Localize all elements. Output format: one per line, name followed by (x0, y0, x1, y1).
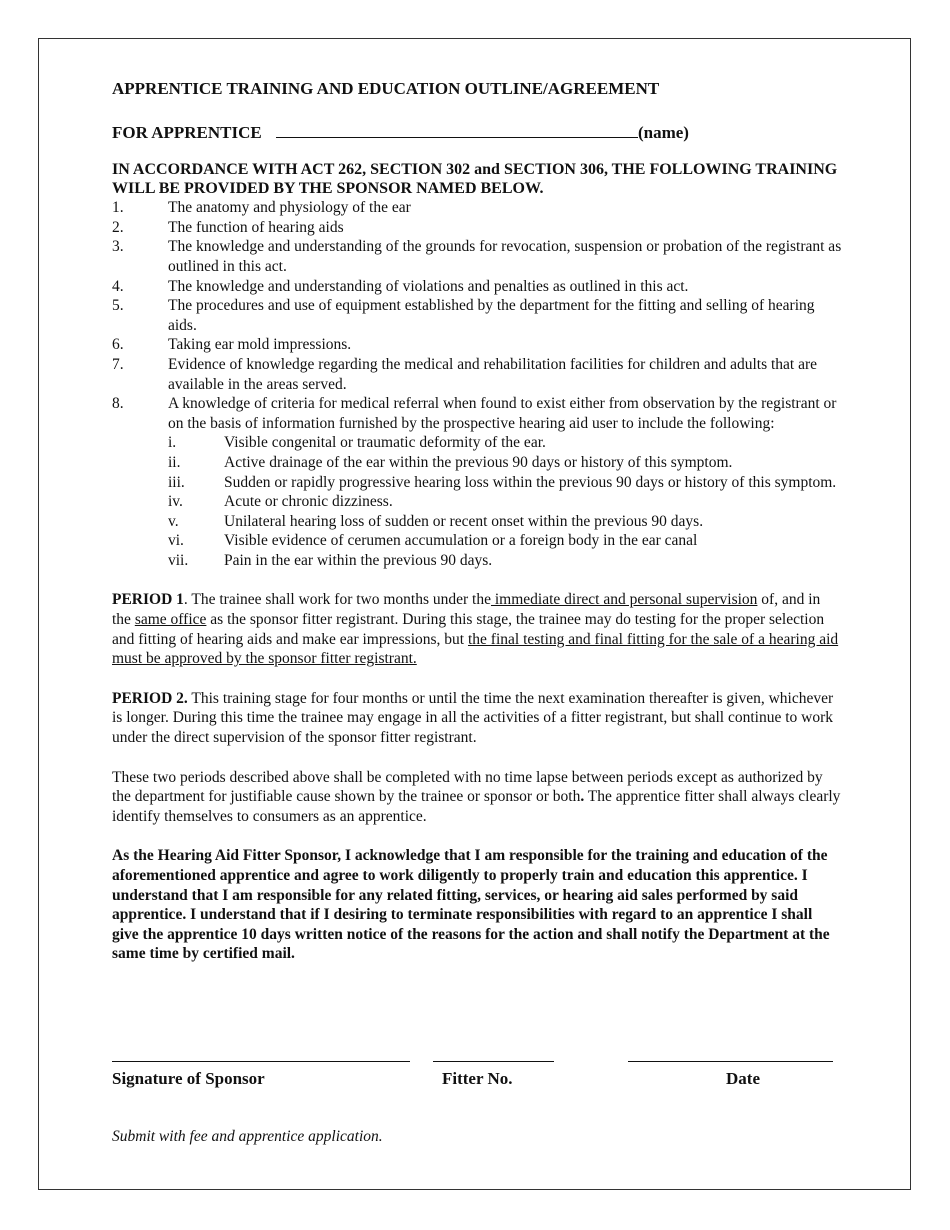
periods-note-paragraph (112, 768, 842, 827)
sub-item-number: i. (168, 434, 177, 452)
item-body (168, 394, 842, 570)
item-text: The anatomy and physiology of the ear (168, 199, 411, 217)
item-number: 6. (112, 336, 124, 354)
sub-list-item (168, 473, 842, 493)
referral-criteria-list (168, 433, 842, 570)
date-field[interactable] (628, 1061, 833, 1062)
list-item (112, 277, 842, 297)
sub-item-text: Active drainage of the ear within the previous 90 days or history of this symptom. (224, 453, 733, 471)
signature-row (112, 1045, 842, 1095)
item-text: Evidence of knowledge regarding the medical and rehabilitation facilities for children and adults that are available in the areas served. (168, 355, 818, 393)
item-text: The procedures and use of equipment established by the department for the fitting and selling of hearing aids. (168, 297, 815, 334)
period-2-text: This training stage for four months or until the time the next examination thereafter is given, whichever is longer. During this time the trainee may engage in all the activities of a fitter registrant, but shall continue to work under the direct supervision of the sponsor fitter registrant. (112, 689, 834, 747)
item-number: 2. (112, 218, 124, 236)
for-apprentice-label: FOR APPRENTICE (112, 122, 262, 142)
sub-item-text: Pain in the ear within the previous 90 days. (224, 551, 493, 569)
sub-item-number: iii. (168, 473, 185, 491)
sponsor-signature-field[interactable] (112, 1061, 410, 1062)
sub-list-item (168, 433, 842, 453)
sub-list-item (168, 492, 842, 512)
item-text: The knowledge and understanding of violations and penalties as outlined in this act. (168, 277, 689, 295)
sponsor-acknowledgement: As the Hearing Aid Fitter Sponsor, I acknowledge that I am responsible for the training and education of the aforementioned apprentice and agree to work diligently to properly train and education this apprentice. I understand that I am responsible for any related fitting, services, or hearing aid sales performed by said apprentice. I understand that if I desiring to terminate responsibilities with regard to an apprentice I shall give the apprentice 10 days written notice of the reasons for the action and shall notify the Department at the same time by certified mail. (112, 847, 830, 963)
sub-item-text: Acute or chronic dizziness. (224, 493, 393, 511)
sub-item-number: ii. (168, 453, 181, 471)
list-item (112, 355, 842, 394)
item-text: A knowledge of criteria for medical referral when found to exist either from observation by the registrant or on the basis of information furnished by the prospective hearing aid user to include the following: (168, 395, 837, 432)
period-1-label: PERIOD 1 (112, 591, 184, 609)
sub-item-number: vi. (168, 532, 184, 550)
training-list (112, 198, 842, 570)
fitter-number-field[interactable] (433, 1061, 554, 1062)
period-1-text-3: as the sponsor fitter registrant. During this stage, the trainee may do testing for the proper selection and fitting of hearing aids and make ear impressions, but (112, 611, 825, 648)
list-item (112, 394, 842, 570)
date-label: Date (726, 1069, 760, 1088)
sub-list-item (168, 551, 842, 571)
fitter-number-label: Fitter No. (442, 1069, 513, 1088)
list-item (112, 335, 842, 355)
item-text: The knowledge and understanding of the grounds for revocation, suspension or probation of the registrant as outlined in this act. (168, 238, 842, 275)
list-item (112, 198, 842, 218)
period-2-paragraph (112, 689, 842, 748)
item-number: 5. (112, 297, 124, 315)
list-item (112, 296, 842, 335)
period-1-text-1: . The trainee shall work for two months under the (183, 591, 491, 609)
item-number: 7. (112, 355, 124, 373)
apprentice-name-line (112, 122, 842, 143)
list-item (112, 237, 842, 276)
period-1-paragraph (112, 590, 842, 668)
sub-item-number: vii. (168, 551, 189, 569)
sponsor-signature-label: Signature of Sponsor (112, 1069, 265, 1088)
period-2-label: PERIOD 2. (112, 689, 188, 707)
item-text: Taking ear mold impressions. (168, 336, 352, 354)
item-text: The function of hearing aids (168, 218, 344, 236)
document-body (112, 79, 842, 964)
period-1-text-2: of, and in the (112, 591, 821, 629)
sub-list-item (168, 453, 842, 473)
list-item (112, 218, 842, 238)
period-1-underline-3: the final testing and final fitting for the sale of a hearing aid must be approved by the sponsor fitter registrant. (112, 630, 839, 668)
item-number: 3. (112, 238, 124, 256)
document-title: APPRENTICE TRAINING AND EDUCATION OUTLINE/AGREEMENT (112, 79, 660, 98)
item-number: 8. (112, 395, 124, 413)
sub-item-number: iv. (168, 493, 183, 511)
sub-list-item (168, 531, 842, 551)
sub-item-text: Unilateral hearing loss of sudden or recent onset within the previous 90 days. (224, 512, 704, 530)
sub-item-number: v. (168, 512, 179, 530)
sub-item-text: Visible evidence of cerumen accumulation or a foreign body in the ear canal (224, 532, 698, 550)
periods-note-dot: . (580, 788, 585, 806)
name-hint: (name) (637, 122, 689, 142)
period-1-underline-2: same office (134, 611, 207, 629)
periods-note-text-2: The apprentice fitter shall always clearly identify themselves to consumers as an apprentice. (112, 788, 841, 825)
item-number: 1. (112, 199, 124, 217)
submit-note: Submit with fee and apprentice application. (112, 1128, 383, 1145)
period-1-underline-1: immediate direct and personal supervision (490, 591, 758, 609)
periods-note-text-1: These two periods described above shall be completed with no time lapse between periods except as authorized by the department for justifiable cause shown by the trainee or sponsor or both (112, 768, 823, 806)
apprentice-name-field[interactable] (276, 122, 638, 138)
sub-list-item (168, 512, 842, 532)
accordance-statement: IN ACCORDANCE WITH ACT 262, SECTION 302 and SECTION 306, THE FOLLOWING TRAINING WILL BE PROVIDED BY THE SPONSOR NAMED BELOW. (112, 161, 838, 198)
sub-item-text: Visible congenital or traumatic deformity of the ear. (224, 434, 546, 452)
sub-item-text: Sudden or rapidly progressive hearing loss within the previous 90 days or history of this symptom. (224, 473, 837, 491)
item-number: 4. (112, 277, 124, 295)
